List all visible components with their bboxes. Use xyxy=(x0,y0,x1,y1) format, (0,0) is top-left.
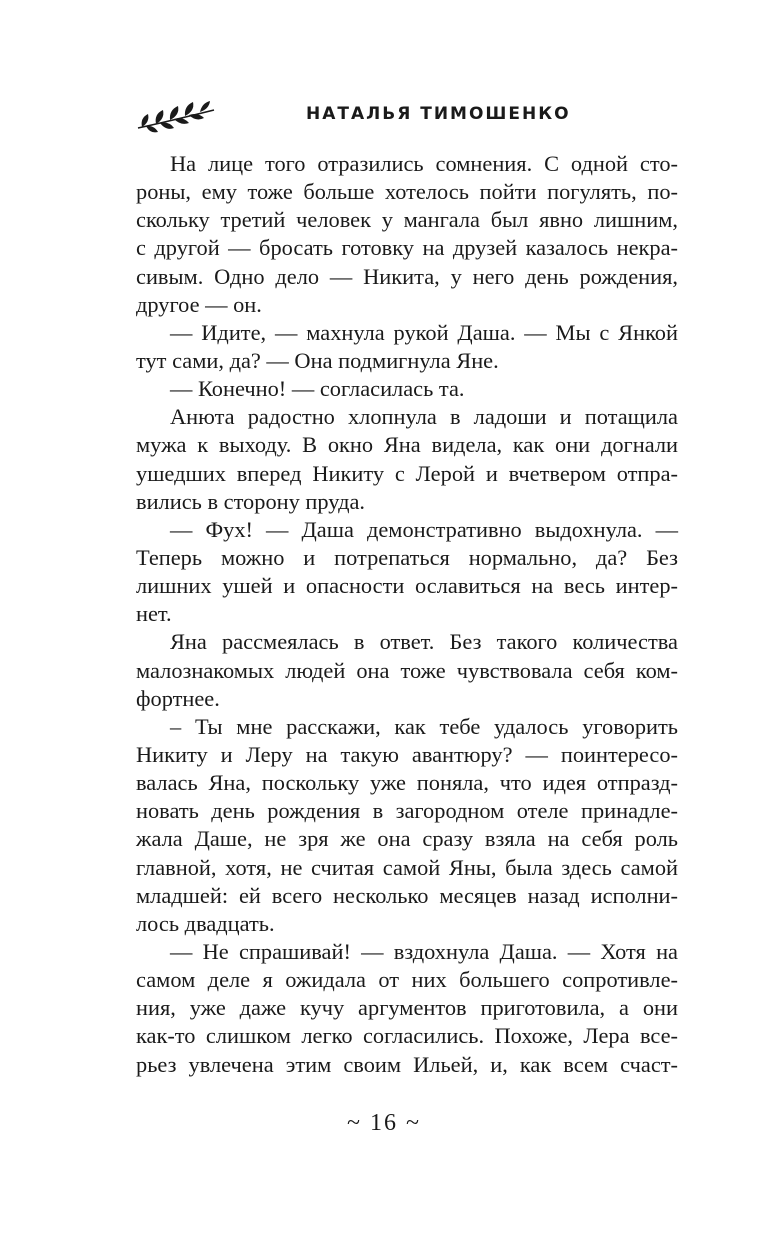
text-line: — Идите, — махнула рукой Даша. — Мы с Янкой xyxy=(170,319,678,345)
text-line: Никиту и Леру на такую авантюру? — поинтересо- xyxy=(136,741,678,767)
page-number: ~ 16 ~ xyxy=(347,1110,421,1136)
body-text xyxy=(136,150,678,1079)
text-line: Анюта радостно хлопнула в ладоши и потащила xyxy=(170,404,678,430)
running-head-author: НАТАЛЬЯ ТИМОШЕНКО xyxy=(306,104,571,124)
text-line: как-то слишком легко согласились. Похоже, Лера все- xyxy=(136,1023,678,1049)
text-line: сивым. Одно дело — Никита, у него день рождения, xyxy=(136,263,678,289)
text-line: ния, уже даже кучу аргументов приготовила, а они xyxy=(136,995,678,1021)
text-line: ушедших вперед Никиту с Лерой и вчетвером отпра- xyxy=(136,460,678,486)
text-line: другое — он. xyxy=(136,291,262,317)
text-line: лишних ушей и опасности ославиться на весь интер- xyxy=(136,573,678,599)
text-line: мужа к выходу. В окно Яна видела, как они догнали xyxy=(136,432,678,458)
page-header xyxy=(136,96,676,136)
text-line: нет. xyxy=(136,601,172,627)
text-line: — Конечно! — согласилась та. xyxy=(170,376,465,402)
text-line: роны, ему тоже больше хотелось пойти погулять, по- xyxy=(136,179,678,205)
text-line: — Фух! — Даша демонстративно выдохнула. — xyxy=(170,516,678,542)
text-line: самом деле я ожидала от них большего сопротивле- xyxy=(136,967,678,993)
text-line: рьез увлечена этим своим Ильей, и, как всем счаст- xyxy=(136,1051,678,1077)
text-line: Теперь можно и потрепаться нормально, да? Без xyxy=(136,544,678,570)
text-line: вились в сторону пруда. xyxy=(136,488,366,514)
text-line: новать день рождения в загородном отеле принадле- xyxy=(136,798,678,824)
text-line: с другой — бросать готовку на друзей казалось некра- xyxy=(136,235,678,261)
leaf-branch-icon xyxy=(136,98,216,134)
text-line: валась Яна, поскольку уже поняла, что идея отпразд- xyxy=(136,770,678,796)
text-line: фортнее. xyxy=(136,685,220,711)
text-line: главной, хотя, не считая самой Яны, была здесь самой xyxy=(136,854,678,880)
text-line: – Ты мне расскажи, как тебе удалось уговорить xyxy=(170,713,678,739)
text-line: — Не спрашивай! — вздохнула Даша. — Хотя на xyxy=(170,938,678,964)
text-line: малознакомых людей она тоже чувствовала себя ком- xyxy=(136,657,678,683)
text-line: тут сами, да? — Она подмигнула Яне. xyxy=(136,347,499,373)
text-line: лось двадцать. xyxy=(136,910,275,936)
text-line: скольку третий человек у мангала был явно лишним, xyxy=(136,207,678,233)
text-line: жала Даше, не зря же она сразу взяла на себя роль xyxy=(136,826,678,852)
text-line: На лице того отразились сомнения. С одной сто- xyxy=(170,151,678,176)
text-line: Яна рассмеялась в ответ. Без такого количества xyxy=(170,629,678,655)
text-line: младшей: ей всего несколько месяцев назад исполни- xyxy=(136,882,678,908)
